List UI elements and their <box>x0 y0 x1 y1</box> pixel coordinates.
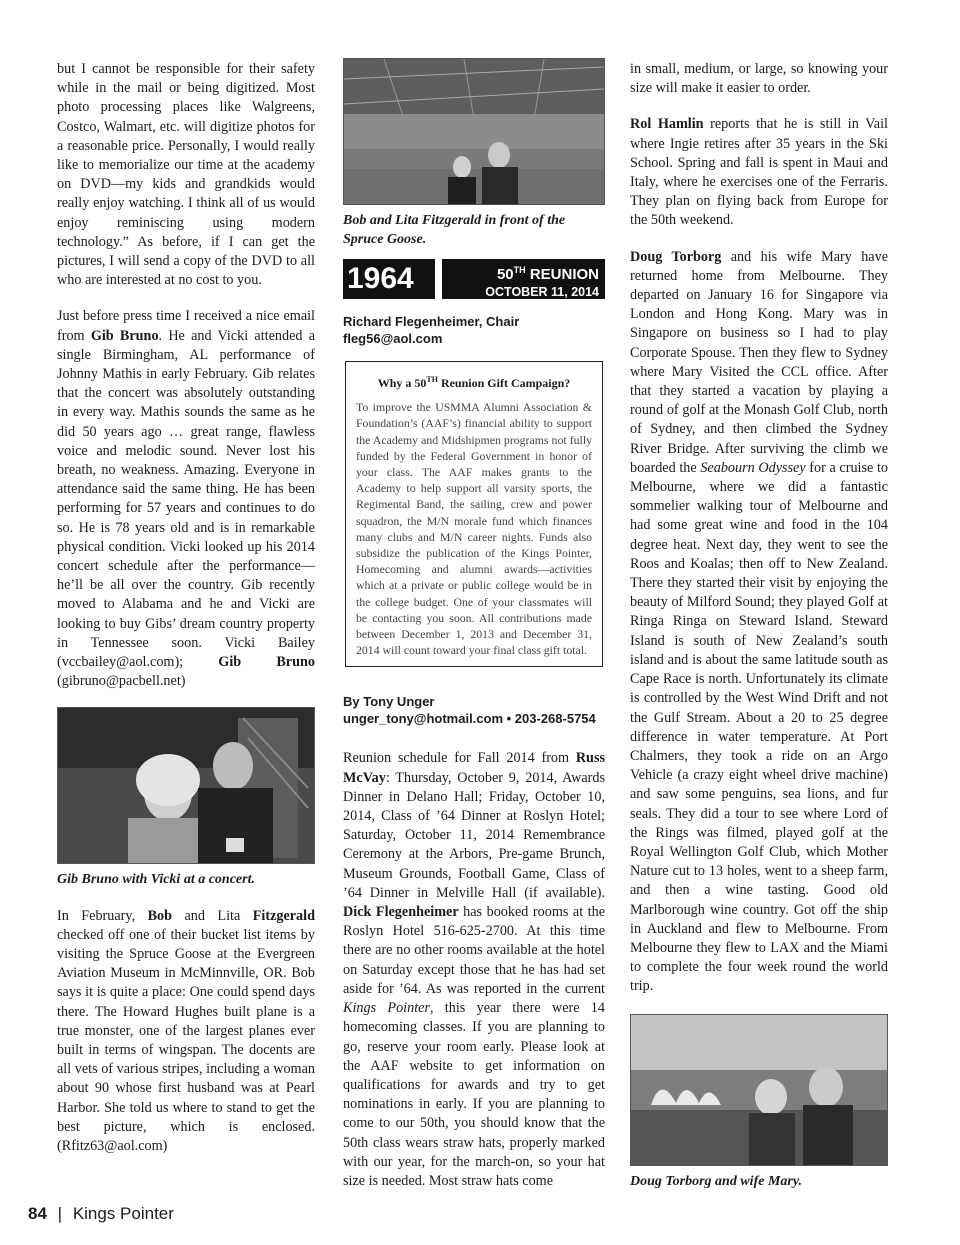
paragraph-rol-hamlin <box>630 115 888 230</box>
photo-caption: Bob and Lita Fitzgerald in front of the Spruce Goose. <box>343 213 566 247</box>
text-run: for a cruise to Melbourne, where we did a fantastic sommelier walking tour of Melbourne and had some great wine and food in the 104 degree heat. Next day, they went to see the Roos and Koalas; then off to New Zealand. There they started their visit by enjoying the beauty of Milford Sound; they played Golf at Ringa Ringa on Steward Island. Steward Island is south of New Zealand’s south island and is about the same latitude south as Cape Race is north. Unfortunately its climate is controlled by the West Wind Drift and not the Gulf Stream. About a 20 to 25 degree difference in water temperature. At Port Chalmers, they took a ride on an Argo Vehicle (a crazy eight wheel drive machine) and saw some penguins, sea lions, and fur seals. They did a tour to see where Lord of the Rings was filmed, played golf at the Royal Wellington Golf Club, which Mother Nature cut to 13 holes, went to a sheep farm, and then a wine tasting. Good old Marlborough wine country. Got off the ship in Auckland and flew to Melbourne. From Melbourne they flew to LAX and the Miami to complete the four week round the world trip. <box>630 459 888 995</box>
byline-author: By Tony Unger <box>343 694 435 710</box>
column-1 <box>57 60 315 1173</box>
footer-separator: | <box>57 1204 63 1223</box>
ship-name: Seabourn Odyssey <box>700 459 806 476</box>
paragraph-dvd: but I cannot be responsible for their safety while in the mail or being digitized. Most photo processing places like Walgreens, Costco, Walmart, etc. will digitize photos for a reasonable price. Personally, I would really like to memorialize our time at the academy on DVD—my kids and grandkids would really enjoy watching. I think all of us would enjoy reminiscing using modern technology.” As before, if I can get the pictures, I will send a copy of the DVD to all who are interested at no cost to you. <box>57 61 315 289</box>
text-run: reports that he is still in Vail where Ingie retires after 35 years in the Ski School. Spring and fall is spent in Maui and Italy, where he exercises one of the Ferraris. They plan on flying back from Europe for the 50th weekend. <box>630 116 888 229</box>
text-run: . He and Vicki attended a single Birmingham, AL performance of Johnny Mathis in early February. Gib relates that the concert was absolutely outstanding in every way. Mathis sounds the same as he did 50 years ago … great range, flawless voice and melodic sound. Never lost his breath, no weakness. Amazing. Everyone in attendance said the same thing. He has been performing for 57 years and continues to do so. He is 78 years old and is in remarkable physical condition. Vicki looked up his 2014 concert schedule after the performance—he’ll be all over the country. Gib recently moved to Alabama and he and Vicki are looking to buy Gibs’ dream country property in Tennessee soon. Vicki Bailey (vccbailey@aol.com); <box>57 327 315 671</box>
paragraph-reunion-schedule <box>343 749 605 1191</box>
publication-title: Kings Pointer <box>343 1000 430 1017</box>
publication-name: Kings Pointer <box>72 1204 174 1223</box>
spruce-goose-photo-illustration <box>344 59 604 204</box>
sydney-photo-illustration <box>631 1015 887 1165</box>
name-gib-bruno: Gib Bruno <box>90 327 159 344</box>
name-gib-bruno: Gib Bruno <box>218 654 315 671</box>
text-run: Reunion Gift Campaign? <box>437 376 571 390</box>
text-run: has booked rooms at the Roslyn Hotel 516-625-2700. At this time there are no other rooms available at the hotel on Saturday except those that he has had set aside for ’64. As was reported in the current <box>343 904 606 997</box>
chair-name: Richard Flegenheimer, Chair <box>343 314 520 329</box>
name-bob: Bob <box>147 907 173 924</box>
name-dick-flegenheimer: Dick Flegenheimer <box>343 904 459 921</box>
text-run: (gibruno@pacbell.net) <box>57 673 186 690</box>
chair-email: fleg56@aol.com <box>343 331 443 346</box>
text-run: : Thursday, October 9, 2014, Awards Dinner in Delano Hall; Friday, October 10, 2014, Class of ’64 Dinner at Roslyn Hotel; Saturday, October 11, 2014 Remembrance Ceremony at the Arbors, Pre-game Brunch, Museum Grounds, Football Game, Class of ’64 Dinner in Melville Hall (if available). <box>343 769 605 901</box>
reunion-date: OCTOBER 11, 2014 <box>485 285 599 299</box>
text-run: In February, <box>57 907 148 924</box>
paragraph-hat-sizes: in small, medium, or large, so knowing your size will make it easier to order. <box>630 61 888 97</box>
name-doug-torborg: Doug Torborg <box>630 248 722 265</box>
byline-contact: unger_tony@hotmail.com • 203-268-5754 <box>343 711 596 727</box>
reunion-banner <box>442 259 605 299</box>
gift-campaign-box <box>345 361 603 667</box>
paragraph-doug-torborg <box>630 248 888 997</box>
page-number: 84 <box>28 1204 47 1223</box>
name-fitzgerald: Fitzgerald <box>252 907 315 924</box>
byline <box>343 693 605 727</box>
column-3 <box>630 60 888 1209</box>
photo-caption: Doug Torborg and wife Mary. <box>630 1173 803 1189</box>
reunion-title <box>442 259 599 284</box>
photo-spruce-goose <box>343 58 605 205</box>
page-footer <box>28 1204 174 1224</box>
name-russ-mcvay: Russ McVay <box>343 750 605 786</box>
text-run: Why a 50 <box>377 376 427 390</box>
paragraph-gib-bruno <box>57 307 315 691</box>
text-run: and his wife Mary have returned home from Melbourne. They departed on January 16 for Singapore via London and Hong Kong. Mary was in Singapore on business so I had to play Corporate Spouse. Then they flew to Sydney where Mary Visited the CCL office. After that they started a vacation by playing a round of golf at the Monash Golf Club, north of Sydney, and then climbed the Sydney River Bridge. After surviving the climb we boarded the <box>630 248 888 476</box>
reunion-number: 50 <box>496 266 514 283</box>
class-chair-contact <box>343 313 605 347</box>
reunion-word: REUNION <box>525 266 599 283</box>
text-run: , this year there were 14 homecoming classes. If you are planning to go, reserve your room early. Please look at the AAF website to get information on qualifications for awards and try to get nominations in early. If you are planning to come to our 50th, you should know that the 50th class wears straw hats, properly marked with our year, for the march-on, so your hat size is needed. Most straw hats come <box>343 1000 605 1189</box>
reunion-superscript: TH <box>513 265 526 275</box>
reunion-header-bar <box>343 259 605 299</box>
concert-photo-illustration <box>58 708 314 863</box>
gift-campaign-title <box>356 370 592 393</box>
text-run: and Lita <box>172 907 253 924</box>
photo-torborg-sydney <box>630 1014 888 1166</box>
photo-gib-bruno-concert <box>57 707 315 864</box>
column-2 <box>343 60 605 1208</box>
gift-campaign-text: To improve the USMMA Alumni Association & Foundation’s (AAF’s) financial ability to support the Academy and Midshipmen programs not fully funded by the Federal Government in honor of your class. The AAF makes grants to the Academy to help support all varsity sports, the Regimental Band, the sailing, crew and power squadron, the M/N morale fund which finances many clubs and M/N career nights. Funds also subsidize the publication of the Kings Pointer, Homecoming and alumni awards—activities which at a private or public college would be in the college budget. One of your classmates will be contacting you soon. All contributions made between December 1, 2013 and December 31, 2014 will count toward your final class gift total. <box>356 400 592 658</box>
text-run: Just before press time I received a nice email from <box>57 308 315 344</box>
paragraph-fitzgerald <box>57 907 315 1157</box>
text-run: Reunion schedule for Fall 2014 from <box>343 750 576 767</box>
class-year: 1964 <box>343 259 435 299</box>
text-run: checked off one of their bucket list items by visiting the Spruce Goose at the Evergreen Aviation Museum in McMinnville, OR. Bob says it is quite a place: One could spend days there. The Howard Hughes built plane is a true monster, one of the largest planes ever built in terms of wingspan. The docents are all vets of various stripes, including a woman about 90 whose first husband was at Pearl Harbor. She told us where to stand to get the best picture, which is enclosed. (Rfitz63@aol.com) <box>57 926 315 1154</box>
photo-caption: Gib Bruno with Vicki at a concert. <box>57 871 255 887</box>
superscript: TH <box>426 375 438 384</box>
name-rol-hamlin: Rol Hamlin <box>630 116 704 133</box>
